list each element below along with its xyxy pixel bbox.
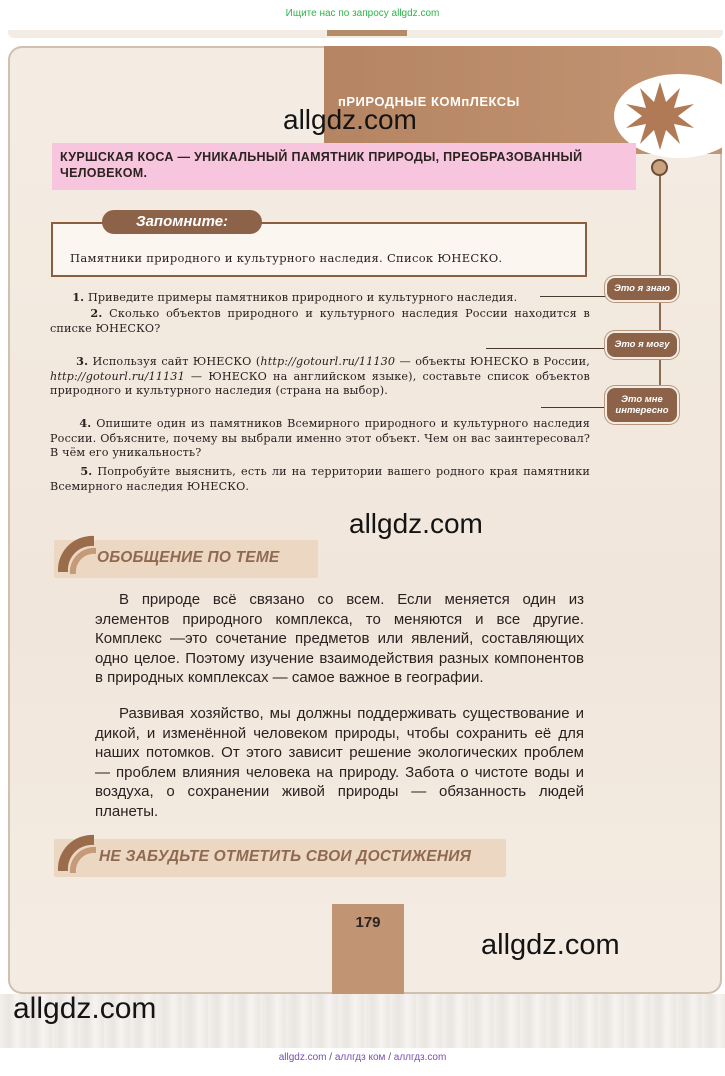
footer-link[interactable]: аллгдз ком (334, 1052, 386, 1063)
link-gotourl-11130[interactable]: http://gotourl.ru/11130 (260, 355, 396, 368)
watermark: allgdz.com (283, 104, 417, 135)
question-text: — объекты ЮНЕСКО в России, (395, 355, 590, 368)
summary-paragraph-1: В природе всё связано со всем. Если меняется один из элементов природного комплекса, то меняются и все другие. Комплекс —это сочетание предметов или явлений, составляющих одно целое. Поэтому изучение взаимодействия разных компонентов в природных комплексах — самое важное в географии. (95, 591, 584, 686)
connector-line (540, 296, 608, 297)
question-number: 2. (90, 306, 103, 320)
question-text: — ЮНЕСКО на английском языке), составьте список объектов природного и культурного наследия (страна на выбор). (50, 369, 590, 397)
question-text: Опишите один из памятников Всемирного природного и культурного наследия России. Объясните, почему вы выбрали именно этот объект. Чем он вас заинтересовал? В чём его уникальность? (50, 417, 590, 459)
question-text: Попробуйте выяснить, есть ли на территории вашего родного края памятники Всемирного наследия ЮНЕСКО. (50, 465, 590, 493)
question-number: 4. (79, 416, 92, 430)
question-text: Используя сайт ЮНЕСКО ( (92, 355, 261, 368)
label-i-know: Это я знаю (607, 278, 677, 300)
question-5 (50, 464, 590, 494)
link-gotourl-11131[interactable]: http://gotourl.ru/11131 (50, 369, 185, 383)
remember-badge: Запомните: (102, 210, 262, 234)
connector-line (541, 407, 608, 408)
question-text: Приведите примеры памятников природного и культурного наследия. (87, 291, 518, 304)
topic-heading: КУРШСКАЯ КОСА — УНИКАЛЬНЫЙ ПАМЯТНИК ПРИРОДЫ, ПРЕОБРАЗОВАННЫЙ ЧЕЛОВЕКОМ. (52, 143, 636, 190)
footer-links (0, 1052, 725, 1063)
question-2 (50, 306, 590, 336)
ribbon-arc-icon (54, 532, 100, 578)
connector-line (486, 348, 608, 349)
footer-separator: / (388, 1052, 391, 1063)
question-number: 5. (80, 464, 93, 478)
question-3 (50, 354, 590, 399)
footer-link[interactable]: аллгдз.com (393, 1052, 447, 1063)
watermark: allgdz.com (13, 992, 157, 1025)
progress-dot (651, 159, 668, 176)
top-banner[interactable]: Ищите нас по запросу allgdz.com (285, 8, 440, 19)
footer-separator: / (329, 1052, 333, 1063)
watermark: allgdz.com (481, 929, 620, 961)
page-number: 179 (355, 914, 381, 931)
label-i-can: Это я могу (607, 333, 677, 357)
question-number: 1. (72, 290, 85, 304)
remember-text: Памятники природного и культурного наследия. Список ЮНЕСКО. (70, 251, 503, 265)
summary-title: ОБОБЩЕНИЕ ПО ТЕМЕ (97, 549, 280, 566)
ribbon-arc-icon (54, 831, 100, 877)
chapter-title: пРИРОДНЫЕ КОМпЛЕКСЫ (338, 94, 520, 109)
achievements-title: НЕ ЗАБУДЬТЕ ОТМЕТИТЬ СВОИ ДОСТИЖЕНИЯ (99, 848, 472, 865)
question-number: 3. (76, 354, 89, 368)
label-interesting: Это мне интересно (607, 388, 677, 422)
question-4 (50, 416, 590, 461)
watermark: allgdz.com (349, 508, 483, 539)
footer-link[interactable]: allgdz.com (278, 1052, 327, 1063)
previous-page-tab (327, 30, 407, 36)
question-text: Сколько объектов природного и культурного наследия России находится в списке ЮНЕСКО? (50, 307, 590, 335)
summary-paragraph-2: Развивая хозяйство, мы должны поддерживать существование и дикой, и изменённой человеком природы, чтобы сохранить её для наших потомков. От этого зависит решение экологических проблем — проблем влияния человека на природу. Забота о чистоте воды и воздуха, о сохранении живой природы — обязанность людей планеты. (95, 705, 584, 820)
question-1 (50, 290, 590, 306)
